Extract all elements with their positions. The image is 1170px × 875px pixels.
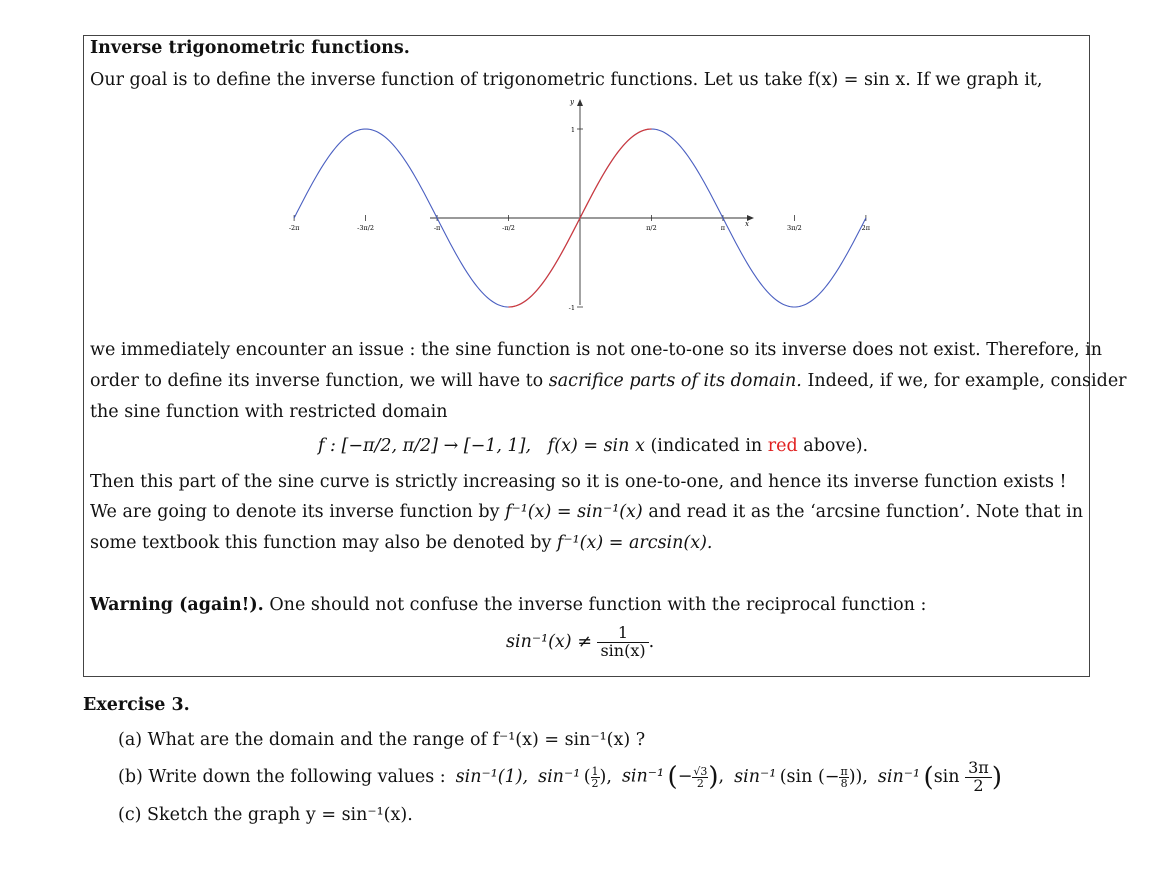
part-b-prefix: (b) Write down the following values :: [118, 767, 446, 787]
intro-text: Our goal is to define the inverse function of trigonometric functions. Let us take f(x) = sin x. If we graph it,: [90, 70, 1043, 90]
para1-line2-start: order to define its inverse function, we will have to: [90, 371, 544, 391]
para1-line2-end: Indeed, if we, for example, consider: [807, 371, 1127, 391]
fraction-denominator: sin(x): [600, 640, 646, 660]
para2-line2: [90, 502, 1083, 522]
warning-line: [90, 595, 926, 615]
y-tick-label: 1: [570, 126, 575, 134]
reciprocal-fraction: [597, 625, 648, 660]
value-1: sin⁻¹(1),: [455, 767, 529, 787]
x-tick-label: -π: [433, 224, 441, 232]
formula-note-start: (indicated in: [650, 436, 763, 456]
x-tick-label: 2π: [861, 224, 871, 232]
sine-graph: [288, 95, 871, 320]
exercise-part-b: [118, 755, 1002, 799]
x-tick-label: -2π: [288, 224, 300, 232]
x-tick-label: 3π/2: [787, 224, 802, 232]
formula-map: f : [−π/2, π/2] → [−1, 1],: [318, 436, 532, 456]
exercise-title: Exercise 3.: [83, 695, 190, 715]
warning-text: One should not confuse the inverse function with the reciprocal function :: [269, 595, 927, 615]
value-2: sin⁻¹ ( $\frac{1}{2}$ ),: [538, 764, 612, 790]
exercise-part-c: (c) Sketch the graph y = sin⁻¹(x).: [118, 805, 413, 825]
reciprocal-lhs: sin⁻¹(x) ≠: [506, 631, 592, 652]
para1-line2: [90, 371, 1127, 391]
x-tick-label: π/2: [646, 224, 657, 232]
restricted-formula: [318, 436, 868, 456]
x-axis: [430, 215, 754, 221]
value-4: sin⁻¹ (sin (− $\frac{\pi}{8}$ )),: [734, 764, 868, 790]
para1-emphasis: sacrifice parts of its domain.: [548, 371, 802, 391]
para2-line3: [90, 533, 713, 553]
formula-note-end: above).: [803, 436, 869, 456]
box-heading: Inverse trigonometric functions.: [90, 38, 410, 58]
reciprocal-formula: sin⁻¹(x) ≠ $\frac{1}{\sin(x)}$ .: [506, 623, 655, 660]
exercise-part-a: (a) What are the domain and the range of f⁻¹(x) = sin⁻¹(x) ?: [118, 730, 646, 750]
para2-line3-start: some textbook this function may also be denoted by: [90, 533, 552, 553]
value-5: sin⁻¹ (sin $\frac{3\pi}{2}$ ): [877, 757, 1002, 795]
fraction-numerator: 1: [597, 625, 648, 643]
para1-line3: the sine function with restricted domain: [90, 402, 448, 422]
y-tick-label: -1: [568, 304, 575, 312]
y-axis-label: y: [570, 98, 574, 106]
para2-line1: Then this part of the sine curve is strictly increasing so it is one-to-one, and hence its inverse function exists !: [90, 472, 1067, 492]
para2-line2-end: and read it as the ‘arcsine function’. Note that in: [648, 502, 1083, 522]
value-3: sin⁻¹ (− $\frac{√3}{2}$ ),: [621, 762, 725, 792]
para2-arcsin-notation: f⁻¹(x) = arcsin(x).: [556, 533, 713, 553]
x-tick-label: -3π/2: [357, 224, 375, 232]
formula-def: f(x) = sin x: [547, 436, 645, 456]
y-axis: [577, 99, 583, 305]
para2-inverse-notation: f⁻¹(x) = sin⁻¹(x): [505, 502, 643, 522]
formula-note-red: red: [767, 436, 798, 456]
para1-line1: we immediately encounter an issue : the sine function is not one-to-one so its inverse does not exist. Therefore, in: [90, 340, 1103, 360]
warning-label: Warning (again!).: [90, 595, 264, 615]
x-axis-label: x: [745, 220, 749, 228]
x-tick-label: π: [720, 224, 726, 232]
x-tick-label: -π/2: [502, 224, 515, 232]
para2-line2-start: We are going to denote its inverse function by: [90, 502, 500, 522]
